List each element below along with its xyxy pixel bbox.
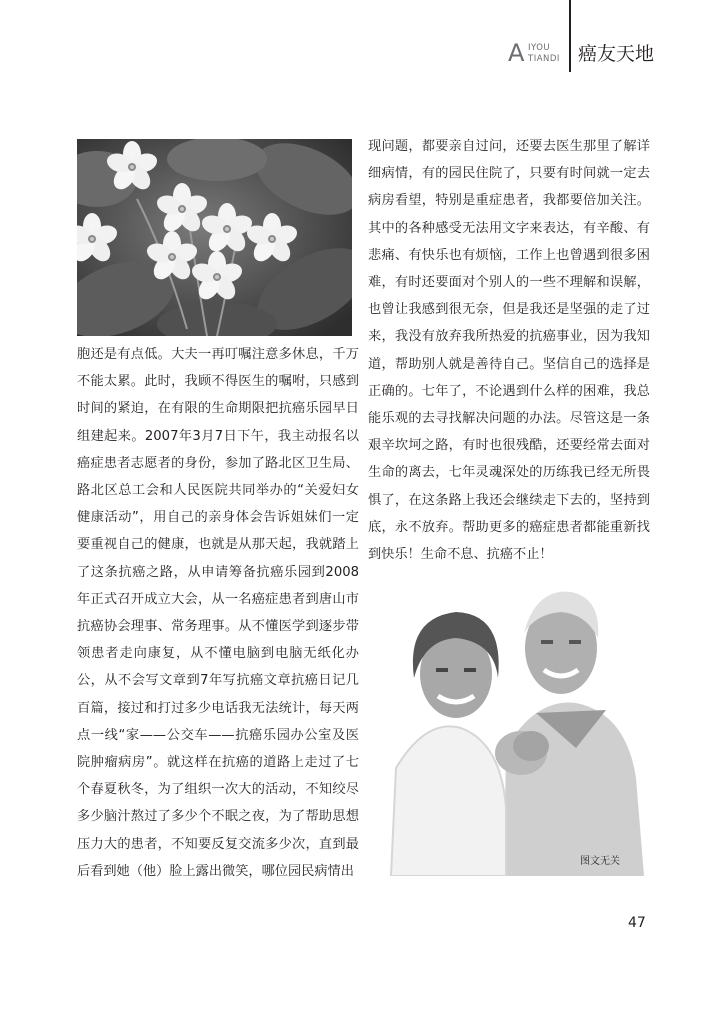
logo-line-2: TIANDI [528, 54, 560, 64]
page-number: 47 [628, 915, 646, 931]
left-text-column [77, 341, 359, 885]
couple-photo [386, 578, 648, 876]
section-title: 癌友天地 [578, 43, 655, 65]
flower-photo [77, 139, 352, 336]
brand-logo [508, 40, 568, 66]
left-paragraph: 胞还是有点低。大夫一再叮嘱注意多休息，千万不能太累。此时，我顾不得医生的嘱咐，只感到时间的紧迫，在有限的生命期限把抗癌乐园早日组建起来。2007年3月7日下午，我主动报名以癌症患者志愿者的身份，参加了路北区卫生局、路北区总工会和人民医院共同举办的“关爱妇女健康活动”，用自己的亲身体会告诉姐妹们一定要重视自己的健康，也就是从那天起，我就踏上了这条抗癌之路，从申请筹备抗癌乐园到2008年正式召开成立大会，从一名癌症患者到唐山市抗癌协会理事、常务理事。从不懂医学到逐步带领患者走向康复，从不懂电脑到电脑无纸化办公，从不会写文章到7年写抗癌文章抗癌日记几百篇，接过和打过多少电话我无法统计，每天两点一线“家——公交车——抗癌乐园办公室及医院肿瘤病房”。就这样在抗癌的道路上走过了七个春夏秋冬，为了组织一次大的活动，不知绞尽多少脑汁熬过了多少个不眠之夜，为了帮助思想压力大的患者，不知要反复交流多少次，直到最后看到她（他）脸上露出微笑，哪位园民病情出 [77, 347, 359, 879]
logo-letter: A [508, 39, 525, 67]
right-text-column [368, 133, 650, 568]
header-divider [569, 0, 571, 72]
photo-caption: 图文无关 [580, 856, 620, 867]
logo-line-1: IYOU [528, 43, 551, 53]
right-paragraph: 现问题，都要亲自过问，还要去医生那里了解详细病情，有的园民住院了，只要有时间就一定去病房看望，特别是重症患者，我都要倍加关注。其中的各种感受无法用文字来表达，有辛酸、有悲痛、有快乐也有烦恼，工作上也曾遇到很多困难，有时还要面对个别人的一些不理解和误解，也曾让我感到很无奈，但是我还是坚强的走了过来，我没有放弃我所热爱的抗癌事业，因为我知道，帮助别人就是善待自己。坚信自己的选择是正确的。七年了，不论遇到什么样的困难，我总能乐观的去寻找解决问题的办法。尽管这是一条艰辛坎坷之路，有时也很残酷，还要经常去面对生命的离去，七年灵魂深处的历练我已经无所畏惧了，在这条路上我还会继续走下去的，坚持到底，永不放弃。帮助更多的癌症患者都能重新找到快乐！生命不息、抗癌不止！ [368, 139, 650, 563]
